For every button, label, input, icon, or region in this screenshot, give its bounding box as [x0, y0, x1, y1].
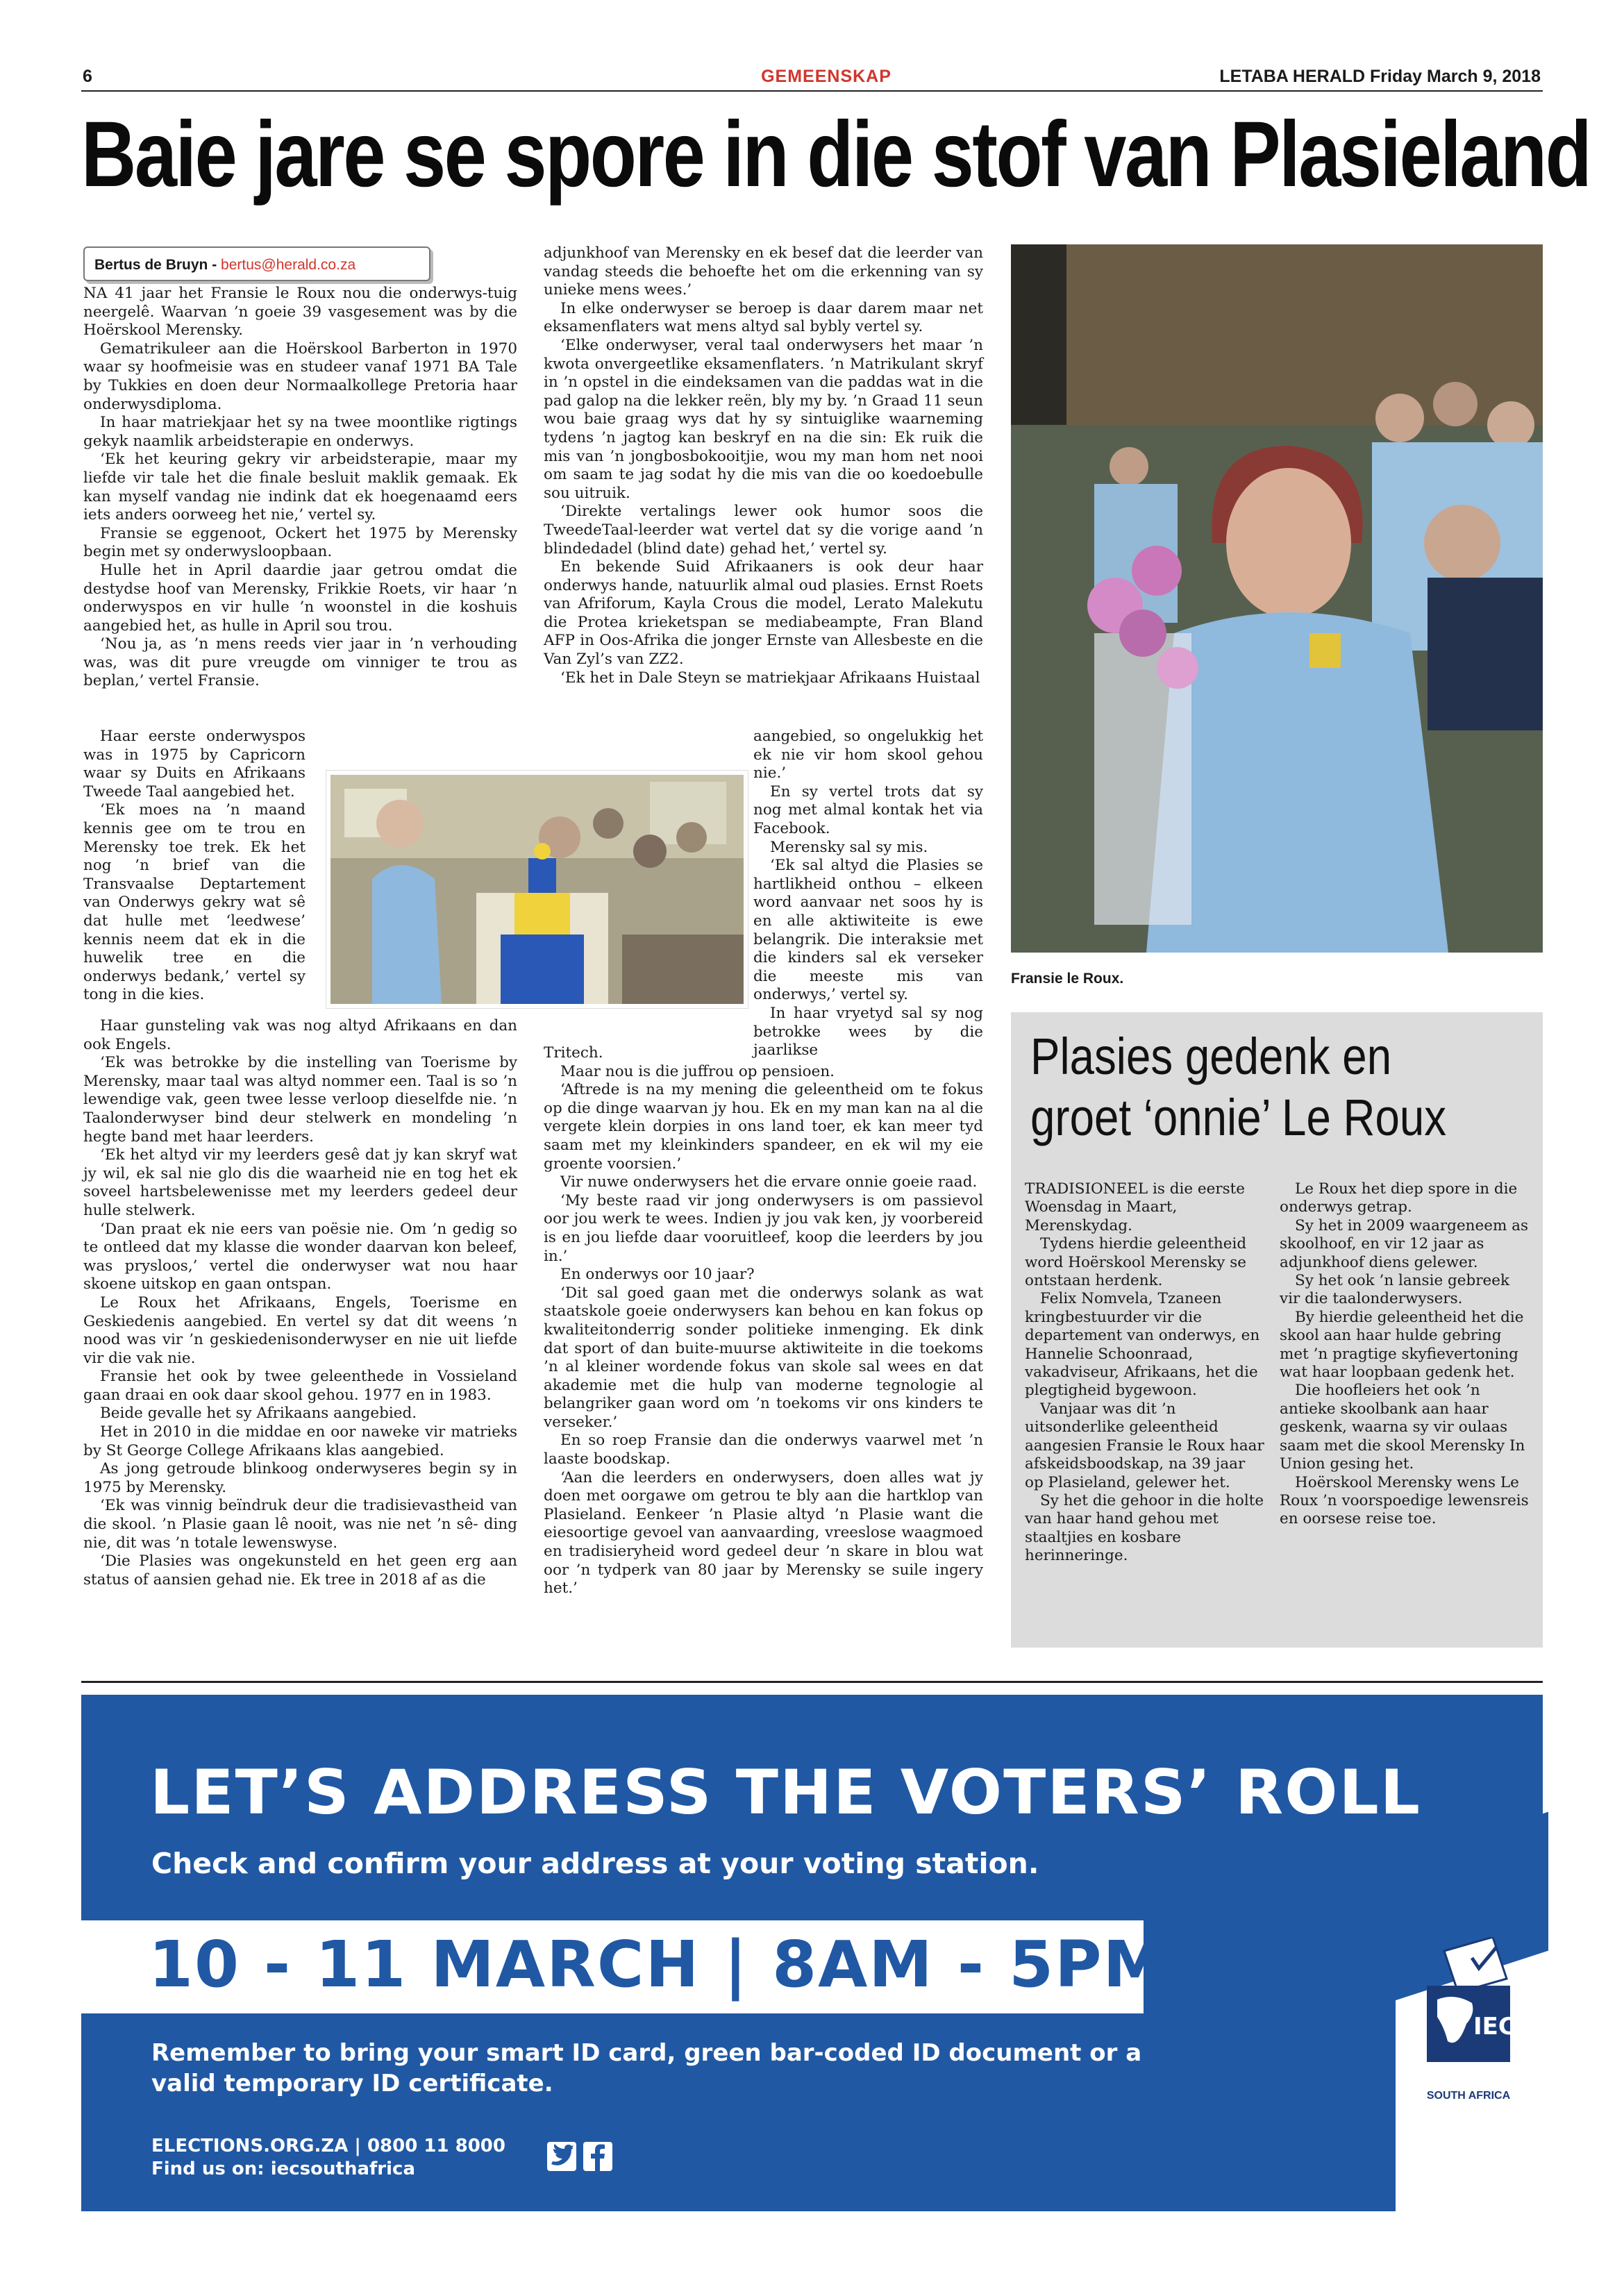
paragraph: Merensky sal sy mis.: [770, 838, 928, 856]
paragraph: Haar gunsteling vak was nog altyd Afrikaans en dan ook Engels.: [83, 1017, 517, 1053]
paragraph: En onderwys oor 10 jaar?: [560, 1266, 755, 1284]
article-column-2-lower: [544, 1044, 983, 1598]
paragraph: En bekende Suid Afrikaaners is ook deur haar onderwys hande, natuurlik almal oud plasies. Ernst Roets van Afriforum, Kayla Crous die model, Lerato Malekutu die Protea krieketspan se mediabeampte, Fran Bland AFP in Oos-Afrika die jonger Ernste van Allesbeste en die Van Zyl’s van ZZ2.: [544, 558, 983, 669]
cake-photo: [326, 771, 748, 1008]
main-photo: [1011, 244, 1543, 953]
paragraph: Hulle het in April daardie jaar getrou omdat die destydse hoof van Merensky, Frikkie Roets, vir haar ’n onderwyspos en vir hulle ’n woonstel in die koshuis aangebied het, as hulle in April sou trou.: [83, 561, 517, 635]
paragraph: Tydens hierdie geleentheid word Hoërskool Merensky se ontstaan herdenk.: [1025, 1235, 1247, 1290]
paragraph: Sy het in 2009 waargeneem as skoolhoof, en vir 12 jaar as adjunkhoof diens gelewer.: [1280, 1216, 1529, 1271]
paragraph: Fransie se eggenoot, Ockert het 1975 by Merensky begin met sy onderwysloopbaan.: [83, 524, 517, 561]
facebook-icon[interactable]: [583, 2142, 612, 2171]
paragraph: Die hoofleiers het ook ’n antieke skoolbank aan haar geskenk, waarna sy vir oulaas saam met die skool Merensky In Union gesing het.: [1280, 1382, 1525, 1473]
byline-name: Bertus de Bruyn -: [94, 257, 221, 273]
paragraph: ‘Elke onderwyser, veral taal onderwysers het maar ’n kwota onvergeetlike eksamenflaters. ’n Matrikulant skryf in ’n opstel in die eindeksamen van die paddas wat in die pad galop na die lekker reën, bly my by. ’n Graad 11 seun wou baie graag wys dat hy sy sintuiglike waarneming tydens ’n jagtog kan beskryf en na die sin: Ek ruik die mis van ’n jongbosbokooitjie, wou my man hom net nooi om saam te jag sodat hy die mis van die oo koedoebulle sou uitruik.: [544, 336, 983, 502]
paragraph: Hoërskool Merensky wens Le Roux ’n voorspoedige lewensreis en oorsese reise toe.: [1280, 1473, 1529, 1528]
article-column-2-wrap: [753, 728, 983, 1060]
byline-email[interactable]: bertus@herald.co.za: [221, 257, 356, 273]
paragraph: By hierdie geleentheid het die skool aan haar hulde gebring met ’n pragtige skyfievertoning wat haar loopbaan gedenk het.: [1280, 1308, 1524, 1382]
article-column-1: [83, 285, 517, 691]
article-column-1-wrap: [83, 728, 305, 1005]
byline: [83, 246, 430, 281]
paragraph: ‘Direkte vertalings lewer ook humor soos die TweedeTaal-leerder wat vertel dat sy die vorige aand ’n blindedadel (blind date) gehad het,’ vertel sy.: [544, 503, 983, 558]
sidebar-title: Plasies gedenk en groet ‘onnie’ Le Roux: [1030, 1028, 1447, 1146]
sidebar-column-1: [1025, 1180, 1268, 1566]
paragraph: Haar eerste onderwyspos was in 1975 by Capricorn waar sy Duits en Afrikaans Tweede Taal aangebied het.: [83, 728, 305, 801]
paragraph: ‘Ek was betrokke by die instelling van Toerisme by Merensky, maar taal was altyd nommer een. Taal is so ’n lewendige vak, geen twee lesse verloop dieselfde nie. ’n Taalonderwyser bind deur stelwerk en mondeling ’n hegte band met haar leerders.: [83, 1054, 517, 1146]
paragraph: Le Roux het Afrikaans, Engels, Toerisme en Geskiedenis aangebied. En vertel sy dat dit weens ’n nood was vir ’n geskiedenisonderwyser en nie uit liefde vir die vak nie.: [83, 1293, 517, 1367]
twitter-bird-icon: [547, 2142, 576, 2171]
paragraph: adjunkhoof van Merensky en ek besef dat die leerder van vandag steeds die behoefte het om die erkenning van sy unieke mens wees.’: [544, 244, 983, 299]
paragraph: ‘Aan die leerders en onderwysers, doen alles wat jy doen met oorgawe om getrou te bly aan die hartklop van Plasieland. Eenkeer ’n Plasie altyd ’n Plasie want die eiesoortige gevoel van aanvaarding, vreeslose waagmoed en tradisieryheid word gedeel deur ’n skare in blou wat oor ’n tydperk van 80 jaar by Merensky se suile ingery het.’: [544, 1468, 983, 1598]
paragraph: Sy het die gehoor in die holte van haar hand gehou met staaltjies en kosbare herinneringe.: [1025, 1491, 1264, 1565]
paragraph: Het in 2010 in die middae en oor naweke vir matrieks by St George College Afrikaans klas aangebied.: [83, 1423, 517, 1459]
top-rule: [81, 90, 1543, 92]
paragraph: Beide gevalle het sy Afrikaans aangebied.: [100, 1405, 417, 1423]
paragraph: Sy het ook ’n lansie gebreek vir die taalonderwysers.: [1280, 1272, 1510, 1308]
paragraph: ‘Ek het keuring gekry vir arbeidsterapie, maar my liefde vir tale het die finale besluit maklik gemaak. Ek kan myself vandag nie indink dat ek hoegenaamd eers iets anders oorweeg het nie,’ vertel sy.: [83, 451, 517, 524]
paragraph: Vir nuwe onderwysers het die ervare onnie goeie raad.: [560, 1173, 978, 1191]
paragraph: ‘Dan praat ek nie eers van poësie nie. Om ’n gedig so te ontleed dat my klasse die wonder daarvan kon beleef, was prysloos,’ vertel die onderwyser wat nou haar skoene uitskop en gaan ontspan.: [83, 1220, 517, 1293]
paragraph: En sy vertel trots dat sy nog met almal kontak het via Facebook.: [753, 782, 983, 837]
twitter-icon[interactable]: [547, 2142, 576, 2171]
paragraph: ‘Ek sal altyd die Plasies se hartlikheid onthou – elkeen word aanvaar net soos hy is en alle aktiwiteite is ewe belangrik. Die interaksie met die kinders sal ek verseker die meeste mis van onderwys,’ vertel sy.: [753, 857, 983, 1004]
advert-dates: 10 - 11 MARCH | 8AM - 5PM: [149, 1927, 1169, 2002]
paragraph: Tritech.: [544, 1044, 603, 1062]
masthead-info: LETABA HERALD Friday March 9, 2018: [1219, 67, 1541, 86]
paragraph: ‘Ek het in Dale Steyn se matriekjaar Afrikaans Huistaal: [560, 669, 980, 687]
paragraph: Le Roux het diep spore in die onderwys getrap.: [1280, 1180, 1518, 1216]
advert-subheadline: Check and confirm your address at your voting station.: [151, 1847, 1039, 1880]
iec-logo: [1416, 1937, 1521, 2069]
section-label: GEMEENSKAP: [761, 67, 891, 86]
advert-social-line: Find us on: iecsouthafrica: [151, 2159, 415, 2179]
iec-country-label: SOUTH AFRICA: [1426, 2090, 1511, 2102]
paragraph: ‘Ek moes na ’n maand kennis gee om te trou en Merensky toe trek. Ek het nog ’n brief van die Transvaalse Deptartement van Onderwys gekry wat sê dat hulle met ‘leedwese’ kennis neem dat ek in die huwelik tree en die onderwys bedank,’ vertel sy tong in die kies.: [83, 801, 305, 1004]
paragraph: TRADISIONEEL is die eerste Woensdag in Maart, Merenskydag.: [1025, 1180, 1246, 1234]
paragraph: ‘My beste raad vir jong onderwysers is om passievol oor jou werk te wees. Indien jy jou vak ken, jy voorbereid is en jou liefde daar vooruitleef, koop die leerders by jou in.’: [544, 1191, 983, 1265]
paragraph: Maar nou is die juffrou op pensioen.: [560, 1062, 835, 1080]
article-column-2: [544, 244, 983, 687]
paragraph: NA 41 jaar het Fransie le Roux nou die onderwys-tuig neergelê. Waarvan ’n goeie 39 vasgesement was by die Hoërskool Merensky.: [83, 285, 517, 340]
paragraph: Vanjaar was dit ’n uitsonderlike geleentheid aangesien Fransie le Roux haar afskeidsboodskap, na 39 jaar op Plasieland, gelewer het.: [1025, 1400, 1264, 1491]
sidebar-column-2: [1280, 1180, 1530, 1529]
paragraph: Gematrikuleer aan die Hoërskool Barberton in 1970 waar sy hoofmeisie was en studeer vanaf 1971 BA Tale by Tukkies en doen deur Normaalkollege Pretoria haar onderwysdiploma.: [83, 340, 517, 413]
article-headline: Baie jare se spore in die stof van Plasieland: [81, 103, 1591, 206]
bottom-rule: [81, 1681, 1543, 1683]
fransie-le-roux-photo: [1011, 244, 1543, 953]
facebook-f-icon: [583, 2142, 612, 2171]
paragraph: Felix Nomvela, Tzaneen kringbestuurder vir die departement van onderwys, en Hannelie Schoonraad, vakadviseur, Afrikaans, het die plegtigheid bygewoon.: [1025, 1290, 1260, 1400]
paragraph: ‘Aftrede is na my mening die geleentheid om te fokus op die dinge waarvan jy hou. Ek en my man kan na al die vergete klein dorpies in ons land toer, ek kan meer tyd saam met my kleinkinders spandeer, en ek wil my eie groente voorsien.’: [544, 1081, 983, 1173]
photo-caption: Fransie le Roux.: [1011, 971, 1124, 987]
iec-logo-text: IEC: [1473, 2013, 1516, 2041]
paragraph: Fransie het ook by twee geleenthede in Vossieland gaan draai en ook daar skool gehou. 1977 en in 1983.: [83, 1368, 517, 1404]
advert-website-phone[interactable]: ELECTIONS.ORG.ZA | 0800 11 8000: [151, 2136, 505, 2156]
paragraph: As jong getroude blinkoog onderwyseres begin sy in 1975 by Merensky.: [83, 1460, 517, 1496]
paragraph: ‘Nou ja, as ’n mens reeds vier jaar in ’n verhouding was, was dit pure vreugde om vinniger te trou as beplan,’ vertel Fransie.: [83, 635, 517, 690]
cake-photo-illustration: [330, 775, 744, 1004]
paragraph: In haar vryetyd sal sy nog betrokke wees by die jaarlikse: [753, 1004, 983, 1059]
paragraph: In elke onderwyser se beroep is daar darem maar net eksamenflaters wat mens altyd sal bybly vertel sy.: [544, 299, 983, 336]
paragraph: ‘Die Plasies was ongekunsteld en het geen erg aan status of aansien gehad nie. Ek tree in 2018 af as die: [83, 1552, 517, 1589]
paragraph: En so roep Fransie dan die onderwys vaarwel met ’n laaste boodskap.: [544, 1432, 983, 1468]
paragraph: In haar matriekjaar het sy na twee moontlike rigtings gekyk naamlik arbeidsterapie en onderwys.: [83, 414, 517, 450]
advert-headline: LET’S ADDRESS THE VOTERS’ ROLL: [150, 1757, 1421, 1828]
advert-contact: [151, 2135, 505, 2181]
advert-reminder: Remember to bring your smart ID card, green bar-coded ID document or a valid temporary ID certificate.: [151, 2039, 1142, 2097]
iec-ballot-box-icon: [1416, 1937, 1521, 2069]
paragraph: ‘Ek was vinnig beïndruk deur die tradisievastheid van die skool. ’n Plasie gaan lê nooit, was nie net ’n sê- ding nie, dit was ’n totale lewenswyse.: [83, 1497, 517, 1552]
page-number: 6: [83, 67, 92, 86]
paragraph: ‘Dit sal goed gaan met die onderwys solank as wat staatskole goeie onderwysers kan behou en kan fokus op kwaliteitonderrig sonder politieke inmenging. Ek dink dat sport of dan buite-muurse aktiwiteite in die toekoms ’n al kleiner wordende fokus van skole sal wees en dat akademie met die hulp van moderne tegnologie al belangriker gaan word om ’n toekoms vir ons kinders te verseker.’: [544, 1284, 983, 1431]
paragraph: ‘Ek het altyd vir my leerders gesê dat jy kan skryf wat jy wil, ek sal nie glo dis die waarheid nie en tog het ek soveel hartsbelewenisse met my leerders gedeel deur hulle stelwerk.: [83, 1146, 517, 1219]
paragraph: aangebied, so ongelukkig het ek nie vir hom skool gehou nie.’: [753, 728, 983, 782]
article-column-1-lower: [83, 1017, 517, 1589]
